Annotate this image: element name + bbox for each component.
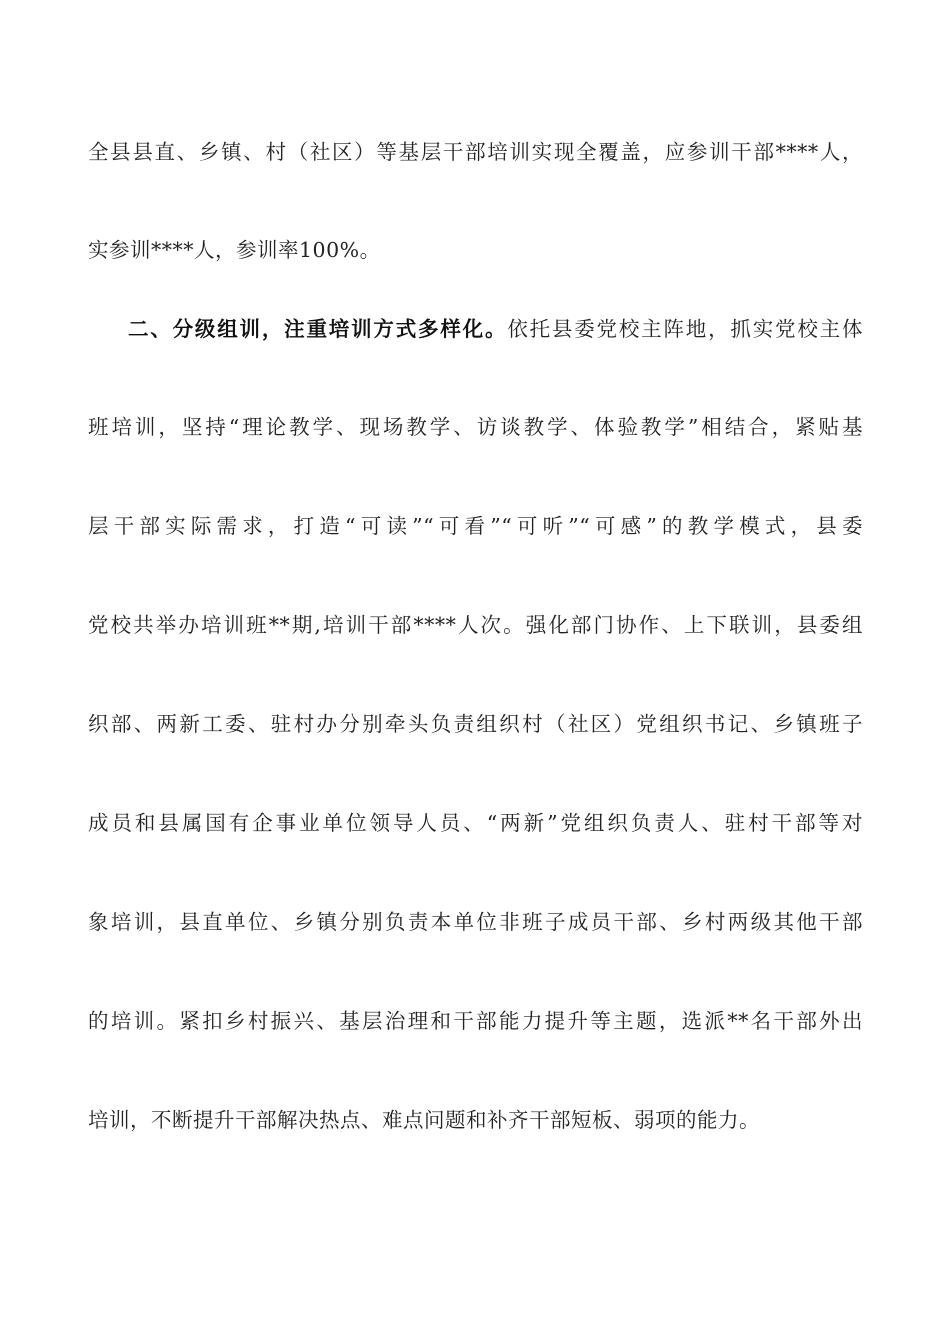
paragraph-line: 班培训，坚持“理论教学、现场教学、访谈教学、体验教学”相结合，紧贴基 — [88, 415, 863, 439]
paragraph-line: 实参训****人，参训率100%。 — [88, 238, 381, 262]
paragraph-line: 层干部实际需求，打造“可读”“可看”“可听”“可感”的教学模式，县委 — [88, 514, 863, 538]
section-heading: 二、分级组训，注重培训方式多样化。 — [128, 317, 508, 341]
paragraph-line: 成员和县属国有企事业单位领导人员、“两新”党组织负责人、驻村干部等对 — [88, 811, 863, 835]
paragraph-line: 培训，不断提升干部解决热点、难点问题和补齐干部短板、弱项的能力。 — [88, 1108, 760, 1132]
paragraph-line: 的培训。紧扣乡村振兴、基层治理和干部能力提升等主题，选派**名干部外出 — [88, 1009, 863, 1033]
paragraph-line: 全县县直、乡镇、村（社区）等基层干部培训实现全覆盖，应参训干部****人， — [88, 140, 863, 164]
paragraph-line: 象培训，县直单位、乡镇分别负责本单位非班子成员干部、乡村两级其他干部 — [88, 910, 863, 934]
section-two-first-line — [128, 316, 863, 342]
section-two-lead-text: 依托县委党校主阵地，抓实党校主体 — [507, 317, 863, 341]
paragraph-line: 党校共举办培训班**期,培训干部****人次。强化部门协作、上下联训，县委组 — [88, 613, 863, 637]
paragraph-line: 织部、两新工委、驻村办分别牵头负责组织村（社区）党组织书记、乡镇班子 — [88, 712, 863, 736]
